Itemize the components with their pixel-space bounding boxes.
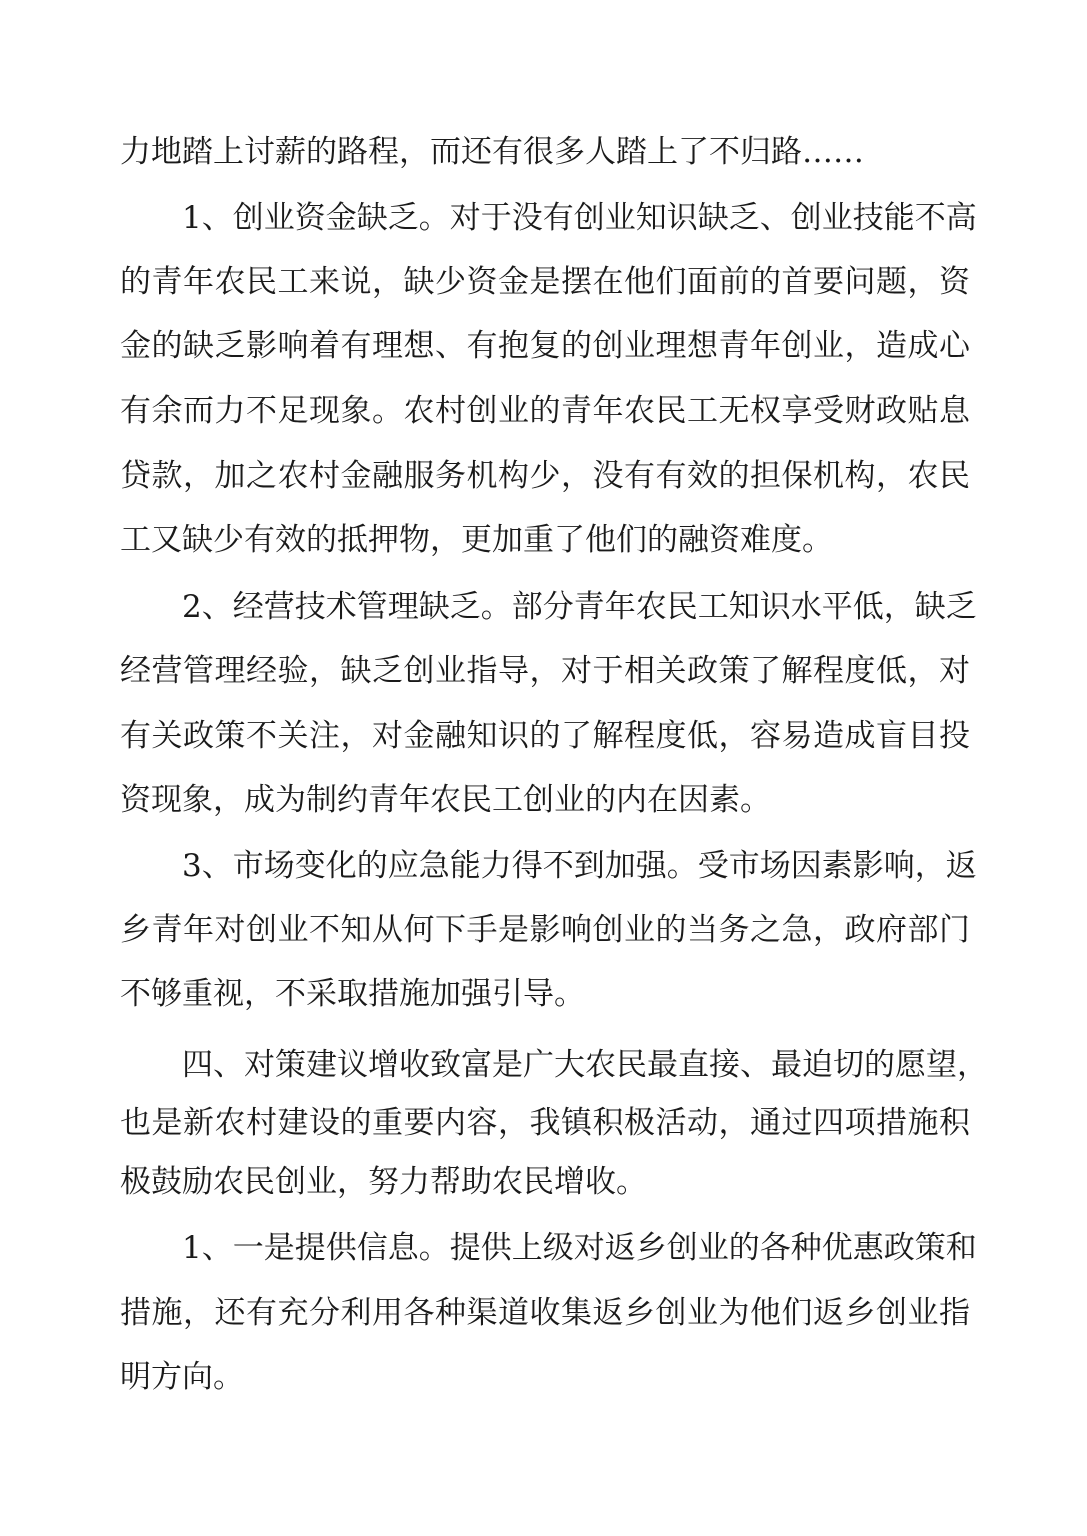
text-line: 也是新农村建设的重要内容，我镇积极活动，通过四项措施积 (120, 1105, 970, 1141)
paragraph-1-line-1: 1、创业资金缺乏。对于没有创业知识缺乏、创业技能不高 (182, 200, 977, 236)
text-line: 明方向。 (120, 1359, 244, 1395)
paragraph-2-line-1: 2、经营技术管理缺乏。部分青年农民工知识水平低，缺乏 (182, 589, 977, 625)
text-line: 经营管理经验，缺乏创业指导，对于相关政策了解程度低，对 (120, 653, 970, 689)
text-line: 乡青年对创业不知从何下手是影响创业的当务之急，政府部门 (120, 912, 970, 948)
text-line: 极鼓励农民创业，努力帮助农民增收。 (120, 1164, 647, 1200)
text-line: 金的缺乏影响着有理想、有抱复的创业理想青年创业，造成心 (120, 328, 970, 364)
section-four-line-1: 四、对策建议增收致富是广大农民最直接、最迫切的愿望， (182, 1047, 988, 1083)
text-line: 措施，还有充分利用各种渠道收集返乡创业为他们返乡创业指 (120, 1295, 970, 1331)
text-line: 不够重视，不采取措施加强引导。 (120, 976, 585, 1012)
text-line: 有关政策不关注，对金融知识的了解程度低，容易造成盲目投 (120, 718, 970, 754)
paragraph-5-line-1: 1、一是提供信息。提供上级对返乡创业的各种优惠政策和 (182, 1230, 977, 1266)
text-line: 有余而力不足现象。农村创业的青年农民工无权享受财政贴息 (120, 393, 970, 429)
text-line: 工又缺少有效的抵押物，更加重了他们的融资难度。 (120, 522, 833, 558)
text-line: 贷款，加之农村金融服务机构少，没有有效的担保机构，农民 (120, 458, 970, 494)
paragraph-3-line-1: 3、市场变化的应急能力得不到加强。受市场因素影响，返 (182, 848, 977, 884)
text-line: 力地踏上讨薪的路程，而还有很多人踏上了不归路…… (120, 134, 864, 170)
text-line: 资现象，成为制约青年农民工创业的内在因素。 (120, 782, 771, 818)
text-line: 的青年农民工来说，缺少资金是摆在他们面前的首要问题，资 (120, 264, 970, 300)
